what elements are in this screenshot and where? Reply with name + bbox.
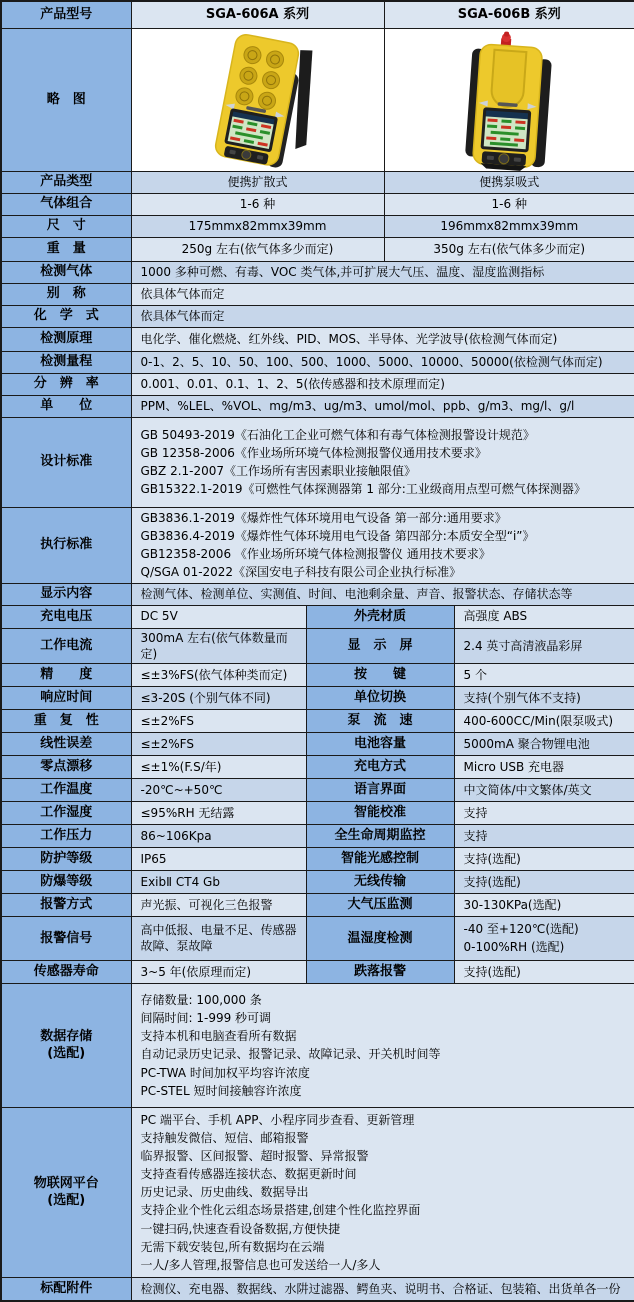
spec-row-principle (1, 327, 634, 351)
spec-value: 支持(选配) (454, 870, 634, 893)
header-row (1, 1, 634, 28)
spec-label: 传感器寿命 (1, 960, 131, 983)
spec-row-iot-platform (1, 1107, 634, 1277)
feature-line: 一键扫码,快速查看设备数据,方便快捷 (141, 1220, 631, 1238)
spec-value: 支持(个别气体不支持) (454, 686, 634, 709)
feature-line: 支持企业个性化云组态场景搭建,创建个性化监控界面 (141, 1201, 631, 1219)
spec-row-range (1, 351, 634, 373)
label-line: (选配) (4, 1045, 129, 1063)
data-storage-list (131, 983, 634, 1107)
feature-line: 自动记录历史记录、报警记录、故障记录、开关机时间等 (141, 1045, 631, 1063)
spec-label: 化 学 式 (1, 305, 131, 327)
feature-line: 支持触发微信、短信、邮箱报警 (141, 1129, 631, 1147)
spec-value-b: 便携泵吸式 (384, 171, 634, 193)
spec-label: 报警信号 (1, 916, 131, 960)
feature-line: 支持本机和电脑查看所有数据 (141, 1027, 631, 1045)
device-a-cell (131, 28, 384, 171)
spec-row-accessories (1, 1277, 634, 1301)
spec-label: 跌落报警 (306, 960, 454, 983)
spec-label: 响应时间 (1, 686, 131, 709)
spec-value: 支持 (454, 801, 634, 824)
standard-line: GB3836.4-2019《爆炸性气体环境用电气设备 第四部分:本质安全型“i”》 (141, 527, 631, 545)
feature-line: 间隔时间: 1-999 秒可调 (141, 1009, 631, 1027)
spec-value: ≤95%RH 无结露 (131, 801, 306, 824)
spec-label: 单 位 (1, 395, 131, 417)
spec-value: 5000mA 聚合物锂电池 (454, 732, 634, 755)
feature-line: 临界报警、区间报警、超时报警、异常报警 (141, 1147, 631, 1165)
spec-label: 单位切换 (306, 686, 454, 709)
spec-label: 防护等级 (1, 847, 131, 870)
feature-line: 历史记录、历史曲线、数据导出 (141, 1183, 631, 1201)
spec-row-quad-alarm-signal (1, 916, 634, 960)
label-line: 数据存储 (4, 1028, 129, 1046)
spec-label: 工作电流 (1, 628, 131, 663)
spec-value: 高强度 ABS (454, 605, 634, 628)
value-line: -40 至+120℃(选配) (464, 920, 631, 938)
spec-value: ExibⅡ CT4 Gb (131, 870, 306, 893)
spec-value: -20℃~+50℃ (131, 778, 306, 801)
spec-label: 温湿度检测 (306, 916, 454, 960)
spec-value: 检测气体、检测单位、实测值、时间、电池剩余量、声音、报警状态、存储状态等 (131, 583, 634, 605)
spec-label: 外壳材质 (306, 605, 454, 628)
feature-line: PC 端平台、手机 APP、小程序同步查看、更新管理 (141, 1111, 631, 1129)
spec-row-gas-combo (1, 193, 634, 215)
spec-label: 检测原理 (1, 327, 131, 351)
spec-value: 支持 (454, 824, 634, 847)
spec-value: ≤3-20S (个别气体不同) (131, 686, 306, 709)
spec-value: 支持(选配) (454, 847, 634, 870)
spec-label: 报警方式 (1, 893, 131, 916)
spec-label: 工作压力 (1, 824, 131, 847)
spec-label: 分 辨 率 (1, 373, 131, 395)
spec-row-exec-standards (1, 507, 634, 583)
spec-row-alias (1, 283, 634, 305)
spec-row-resolution (1, 373, 634, 395)
spec-label: 重 量 (1, 237, 131, 261)
spec-value: 声光振、可视化三色报警 (131, 893, 306, 916)
sga-606b-device-image (385, 29, 634, 171)
spec-label: 工作湿度 (1, 801, 131, 824)
spec-value: 0.001、0.01、0.1、1、2、5(依传感器和技术原理而定) (131, 373, 634, 395)
spec-label: 尺 寸 (1, 215, 131, 237)
spec-value: 300mA 左右(依气体数量而定) (131, 628, 306, 663)
spec-value-a: 175mmx82mmx39mm (131, 215, 384, 237)
spec-label: 智能校准 (306, 801, 454, 824)
spec-row-quad (1, 893, 634, 916)
spec-value: PPM、%LEL、%VOL、mg/m3、ug/m3、umol/mol、ppb、g/m3、mg/l、g/l (131, 395, 634, 417)
spec-value: IP65 (131, 847, 306, 870)
spec-value: 支持(选配) (454, 960, 634, 983)
spec-label: 重 复 性 (1, 709, 131, 732)
spec-row-design-standards (1, 417, 634, 507)
spec-value-a: 250g 左右(依气体多少而定) (131, 237, 384, 261)
feature-line: 支持查看传感器连接状态、数据更新时间 (141, 1165, 631, 1183)
design-standards-list (131, 417, 634, 507)
spec-label: 泵 流 速 (306, 709, 454, 732)
spec-value: 检测仪、充电器、数据线、水阱过滤器、鳄鱼夹、说明书、合格证、包装箱、出货单各一份 (131, 1277, 634, 1301)
spec-row-detect-gas (1, 261, 634, 283)
spec-label: 全生命周期监控 (306, 824, 454, 847)
spec-row-quad (1, 801, 634, 824)
spec-value-b: 350g 左右(依气体多少而定) (384, 237, 634, 261)
header-series-b: SGA-606B 系列 (384, 1, 634, 28)
spec-label: 气体组合 (1, 193, 131, 215)
spec-value: 依具体气体而定 (131, 283, 634, 305)
spec-value (454, 916, 634, 960)
spec-label: 显 示 屏 (306, 628, 454, 663)
feature-line: 无需下载安装包,所有数据均在云端 (141, 1238, 631, 1256)
spec-label: 检测气体 (1, 261, 131, 283)
spec-row-units (1, 395, 634, 417)
spec-value: ≤±1%(F.S/年) (131, 755, 306, 778)
spec-value: ≤±2%FS (131, 732, 306, 755)
spec-value: 1000 多种可燃、有毒、VOC 类气体,并可扩展大气压、温度、湿度监测指标 (131, 261, 634, 283)
spec-label: 零点漂移 (1, 755, 131, 778)
spec-label (1, 983, 131, 1107)
spec-label: 标配附件 (1, 1277, 131, 1301)
spec-label: 执行标准 (1, 507, 131, 583)
spec-row-quad (1, 686, 634, 709)
standard-line: GB 12358-2006《作业场所环境气体检测报警仪通用技术要求》 (141, 444, 631, 462)
spec-label (1, 1107, 131, 1277)
spec-label: 无线传输 (306, 870, 454, 893)
spec-value: 电化学、催化燃烧、红外线、PID、MOS、半导体、光学波导(依检测气体而定) (131, 327, 634, 351)
iot-platform-list (131, 1107, 634, 1277)
header-series-a: SGA-606A 系列 (131, 1, 384, 28)
exec-standards-list (131, 507, 634, 583)
spec-value: 依具体气体而定 (131, 305, 634, 327)
standard-line: Q/SGA 01-2022《深国安电子科技有限公司企业执行标准》 (141, 563, 631, 581)
header-label: 产品型号 (1, 1, 131, 28)
sketch-row (1, 28, 634, 171)
spec-label: 充电电压 (1, 605, 131, 628)
spec-row-display-content (1, 583, 634, 605)
label-line: 物联网平台 (4, 1175, 129, 1193)
feature-line: 一人/多人管理,报警信息也可发送给一人/多人 (141, 1256, 631, 1274)
spec-value-b: 1-6 种 (384, 193, 634, 215)
spec-label: 别 称 (1, 283, 131, 305)
standard-line: GBZ 2.1-2007《工作场所有害因素职业接触限值》 (141, 462, 631, 480)
spec-row-quad (1, 732, 634, 755)
spec-value: 0-1、2、5、10、50、100、500、1000、5000、10000、50000(依检测气体而定) (131, 351, 634, 373)
spec-label: 工作温度 (1, 778, 131, 801)
spec-row-formula (1, 305, 634, 327)
spec-label: 防爆等级 (1, 870, 131, 893)
spec-label: 大气压监测 (306, 893, 454, 916)
spec-row-quad (1, 847, 634, 870)
spec-label: 按 键 (306, 663, 454, 686)
spec-label: 电池容量 (306, 732, 454, 755)
feature-line: 存储数量: 100,000 条 (141, 991, 631, 1009)
sga-606a-device-image (132, 29, 385, 171)
spec-value: ≤±2%FS (131, 709, 306, 732)
spec-row-quad (1, 663, 634, 686)
standard-line: GB12358-2006 《作业场所环境气体检测报警仪 通用技术要求》 (141, 545, 631, 563)
spec-value: 高中低报、电量不足、传感器故障、泵故障 (131, 916, 306, 960)
spec-row-quad (1, 870, 634, 893)
spec-value: 3~5 年(依原理而定) (131, 960, 306, 983)
spec-row-quad (1, 778, 634, 801)
spec-row-size (1, 215, 634, 237)
spec-label: 检测量程 (1, 351, 131, 373)
spec-value: Micro USB 充电器 (454, 755, 634, 778)
spec-value: 86~106Kpa (131, 824, 306, 847)
spec-value: 5 个 (454, 663, 634, 686)
spec-label: 语言界面 (306, 778, 454, 801)
spec-value: 中文简体/中文繁体/英文 (454, 778, 634, 801)
spec-row-data-storage (1, 983, 634, 1107)
spec-label: 线性误差 (1, 732, 131, 755)
feature-line: PC-TWA 时间加权平均容许浓度 (141, 1064, 631, 1082)
spec-value-a: 1-6 种 (131, 193, 384, 215)
device-b-cell (384, 28, 634, 171)
spec-label: 充电方式 (306, 755, 454, 778)
spec-value: DC 5V (131, 605, 306, 628)
spec-label: 显示内容 (1, 583, 131, 605)
feature-line: PC-STEL 短时间接触容许浓度 (141, 1082, 631, 1100)
spec-row-weight (1, 237, 634, 261)
spec-row-quad (1, 824, 634, 847)
spec-label: 设计标准 (1, 417, 131, 507)
spec-row-product-type (1, 171, 634, 193)
spec-row-quad (1, 605, 634, 628)
spec-label: 智能光感控制 (306, 847, 454, 870)
spec-row-quad (1, 755, 634, 778)
label-line: (选配) (4, 1192, 129, 1210)
standard-line: GB3836.1-2019《爆炸性气体环境用电气设备 第一部分:通用要求》 (141, 509, 631, 527)
spec-value-a: 便携扩散式 (131, 171, 384, 193)
spec-value: 2.4 英寸高清液晶彩屏 (454, 628, 634, 663)
spec-value-b: 196mmx82mmx39mm (384, 215, 634, 237)
spec-label: 精 度 (1, 663, 131, 686)
sketch-label: 略 图 (1, 28, 131, 171)
spec-row-quad (1, 709, 634, 732)
spec-value: 30-130KPa(选配) (454, 893, 634, 916)
spec-label: 产品类型 (1, 171, 131, 193)
spec-row-quad (1, 960, 634, 983)
spec-value: ≤±3%FS(依气体种类而定) (131, 663, 306, 686)
standard-line: GB 50493-2019《石油化工企业可燃气体和有毒气体检测报警设计规范》 (141, 426, 631, 444)
value-line: 0-100%RH (选配) (464, 938, 631, 956)
spec-value: 400-600CC/Min(限泵吸式) (454, 709, 634, 732)
spec-row-quad (1, 628, 634, 663)
standard-line: GB15322.1-2019《可燃性气体探测器第 1 部分:工业级商用点型可燃气体探测器》 (141, 480, 631, 498)
